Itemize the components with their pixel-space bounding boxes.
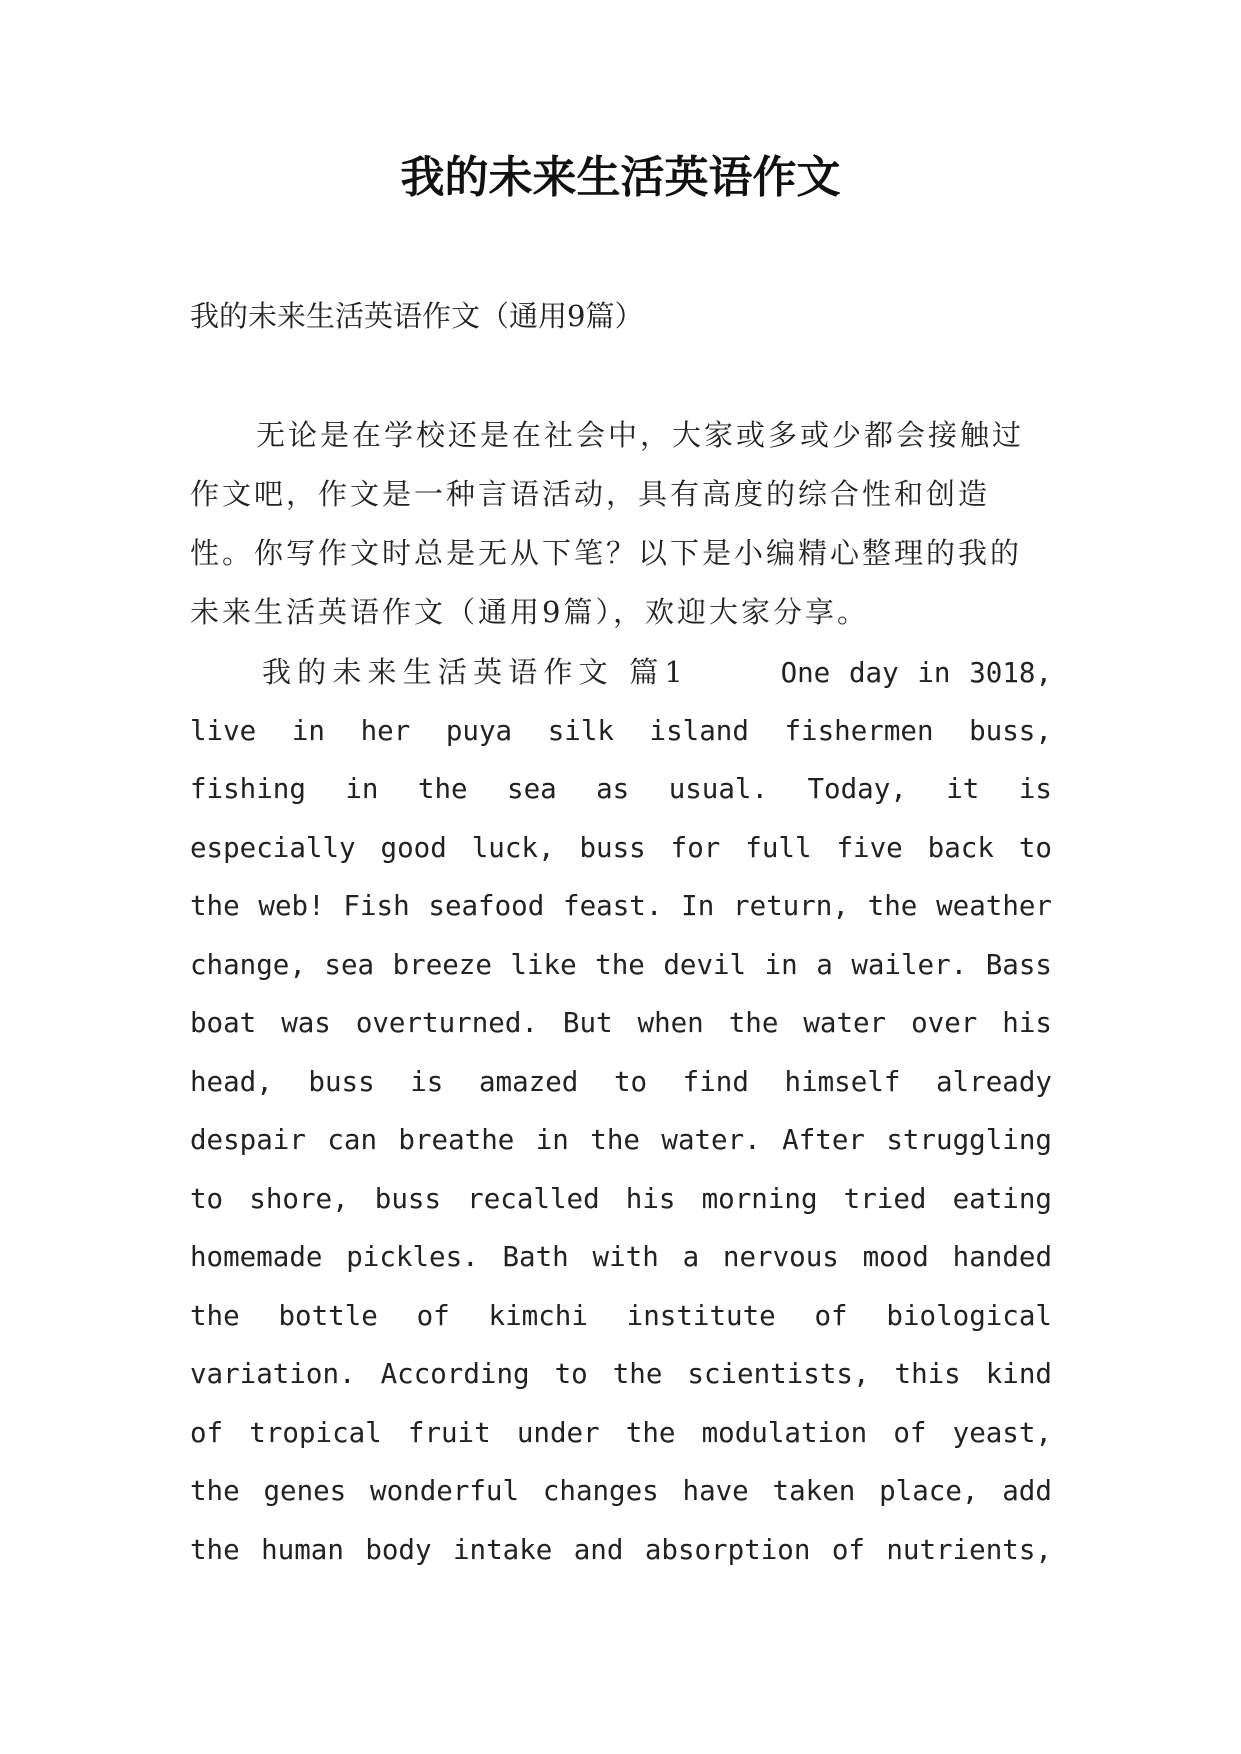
essay-word: buss, (969, 714, 1052, 747)
essay-word: live (190, 714, 257, 747)
essay-word: place, (879, 1475, 979, 1507)
essay-word: the (190, 1299, 240, 1332)
essay-word: fishing (190, 773, 306, 805)
essay-word: of (416, 1299, 450, 1332)
essay-word: the (417, 773, 468, 805)
essay-word: recalled (467, 1182, 600, 1215)
essay-word: After (782, 1124, 865, 1156)
essay-word: Bass (985, 948, 1052, 981)
essay-word: nervous (722, 1241, 839, 1273)
essay-word: find (682, 1065, 749, 1098)
essay-line-10 (190, 1170, 1052, 1229)
essay-word: handed (952, 1241, 1052, 1273)
essay-word: the (595, 948, 645, 981)
essay-line-14 (190, 1404, 1052, 1463)
essay-word: overturned. (355, 1007, 538, 1039)
essay-word: eating (952, 1182, 1052, 1215)
document-title: 我的未来生活英语作文 (400, 152, 841, 203)
essay-word: the (867, 890, 918, 922)
essay-word: is (410, 1065, 444, 1098)
essay-word: institute (626, 1299, 776, 1332)
essay-word: in (345, 773, 379, 805)
essay-line-15 (190, 1462, 1052, 1521)
essay-word: kind (985, 1358, 1052, 1390)
essay-word: buss (374, 1182, 442, 1215)
essay-word: web! (258, 890, 325, 922)
essay-word: under (516, 1416, 600, 1449)
essay-word: it (946, 773, 980, 805)
essay-line-7 (190, 994, 1052, 1053)
document-subtitle: 我的未来生活英语作文（通用9篇） (190, 299, 644, 333)
essay-word: water (803, 1007, 887, 1039)
essay-word: despair (190, 1124, 306, 1156)
essay-word: like (510, 948, 577, 981)
essay-line-11 (190, 1228, 1052, 1287)
essay-word: body (365, 1533, 432, 1566)
essay-word: is (1018, 773, 1052, 805)
essay-word: kimchi (488, 1299, 588, 1332)
essay-word: over (911, 1007, 978, 1039)
essay-word: his (1002, 1007, 1052, 1039)
essay-word: to (613, 1065, 648, 1098)
essay-word: breathe (398, 1124, 515, 1156)
essay-word: buss (308, 1065, 375, 1098)
essay-word: water. (661, 1124, 761, 1156)
essay-line-9 (190, 1111, 1052, 1170)
essay-word: boat (190, 1007, 257, 1039)
essay-word: a (682, 1241, 700, 1273)
essay-line-5 (190, 877, 1052, 936)
essay-word: especially (190, 831, 356, 864)
essay-word: full (745, 831, 812, 864)
essay-word: the (590, 1124, 640, 1156)
essay-word: of (814, 1299, 848, 1332)
essay-line-16 (190, 1521, 1052, 1580)
essay-word: return, (733, 890, 849, 922)
essay-word: breeze (392, 948, 492, 981)
essay-word: But (562, 1007, 613, 1039)
essay-word: change, (190, 948, 306, 981)
essay-word: sea (324, 948, 375, 981)
essay-word: silk (547, 714, 614, 747)
essay-word: to (190, 1182, 224, 1215)
essay-line-2 (190, 702, 1052, 761)
essay-word: the (190, 890, 240, 922)
essay-word: puya (445, 714, 513, 747)
essay-word: himself (784, 1065, 901, 1098)
essay-word: a (816, 948, 833, 981)
essay-word: devil (663, 948, 747, 981)
essay-word: biological (886, 1299, 1052, 1332)
essay-line-text: One day in 3018, (780, 657, 1052, 689)
essay-line-12 (190, 1287, 1052, 1346)
essay-word: add (1002, 1475, 1052, 1507)
essay-word: head, (190, 1065, 273, 1098)
essay-word: when (637, 1007, 704, 1039)
essay-word: seafood (428, 890, 545, 922)
essay-word: of (831, 1533, 865, 1566)
essay-word: genes (263, 1475, 347, 1507)
essay-word: human (261, 1533, 344, 1566)
essay-word: Today, (807, 773, 907, 805)
essay-word: already (936, 1065, 1052, 1098)
essay-word: this (894, 1358, 961, 1390)
essay-word: the (625, 1416, 676, 1449)
essay-word: bottle (278, 1299, 378, 1332)
essay-line-4 (190, 819, 1052, 878)
essay-word: was (281, 1007, 331, 1039)
essay-word: yeast, (952, 1416, 1052, 1449)
essay-line-1 (190, 643, 1052, 702)
essay-word: According (380, 1358, 530, 1390)
essay-word: to (554, 1358, 588, 1390)
essay-word: buss (579, 831, 646, 864)
essay-word: weather (936, 890, 1052, 922)
essay-word: wonderful (370, 1475, 520, 1507)
essay-word: variation. (190, 1358, 356, 1390)
essay-word: wailer. (851, 948, 968, 981)
essay-word: usual. (668, 773, 769, 805)
essay-word: back (927, 831, 994, 864)
essay-word: island (649, 714, 749, 747)
essay-word: Fish (343, 890, 410, 922)
essay-word: In (681, 890, 715, 922)
essay-word: pickles. (346, 1241, 479, 1273)
essay-word: to (1018, 831, 1052, 864)
essay-word: modulation (701, 1416, 868, 1449)
essay-line-3 (190, 760, 1052, 819)
essay-word: the (190, 1533, 240, 1566)
essay-word: as (596, 773, 630, 805)
intro-paragraph: 无论是在学校还是在社会中，大家或多或少都会接触过作文吧，作文是一种言语活动，具有高度的综合性和创造性。你写作文时总是无从下笔？以下是小编精心整理的我的未来生活英语作文（通用9篇），欢迎大家分享。 (190, 418, 1025, 629)
essay-word: sea (507, 773, 557, 805)
essay-word: in (535, 1124, 569, 1156)
essay-word: struggling (886, 1124, 1052, 1156)
essay-word: scientists, (687, 1358, 870, 1390)
essay-word: her (360, 714, 411, 747)
essay-word: the (728, 1007, 779, 1039)
essay-word: and (573, 1533, 624, 1566)
essay-word: tropical (249, 1416, 382, 1449)
essay-word: of (893, 1416, 927, 1449)
essay-word: morning (701, 1182, 818, 1215)
essay-word: taken (772, 1475, 856, 1507)
essay-word: homemade (190, 1241, 323, 1273)
essay-word: five (836, 831, 903, 864)
essay-body (190, 643, 1052, 1579)
essay-word: the (612, 1358, 663, 1390)
essay-word: of (190, 1416, 224, 1449)
essay-word: fruit (407, 1416, 491, 1449)
essay-word: amazed (478, 1065, 579, 1098)
essay-word: tried (843, 1182, 927, 1215)
essay-line-13 (190, 1345, 1052, 1404)
essay-word: can (327, 1124, 377, 1156)
essay-word: shore, (249, 1182, 349, 1215)
essay-word: absorption (644, 1533, 811, 1566)
essay-word: in (764, 948, 798, 981)
essay-word: changes (542, 1475, 659, 1507)
essay-word: good (380, 831, 447, 864)
essay-word: for (670, 831, 721, 864)
essay-word: the (190, 1475, 240, 1507)
essay-word: have (682, 1475, 749, 1507)
essay-line-8 (190, 1053, 1052, 1112)
essay-word: mood (862, 1241, 929, 1273)
essay-word: with (592, 1241, 659, 1273)
essay-word: feast. (563, 890, 663, 922)
essay-word: Bath (502, 1241, 569, 1273)
essay-word: luck, (471, 831, 555, 864)
essay-word: fishermen (784, 714, 934, 747)
essay-word: intake (452, 1533, 553, 1566)
essay-word: in (291, 714, 325, 747)
essay-line-6 (190, 936, 1052, 995)
essay-word: nutrients, (886, 1533, 1052, 1566)
essay-word: his (625, 1182, 676, 1215)
essay-heading: 我的未来生活英语作文 篇1 (262, 655, 687, 689)
